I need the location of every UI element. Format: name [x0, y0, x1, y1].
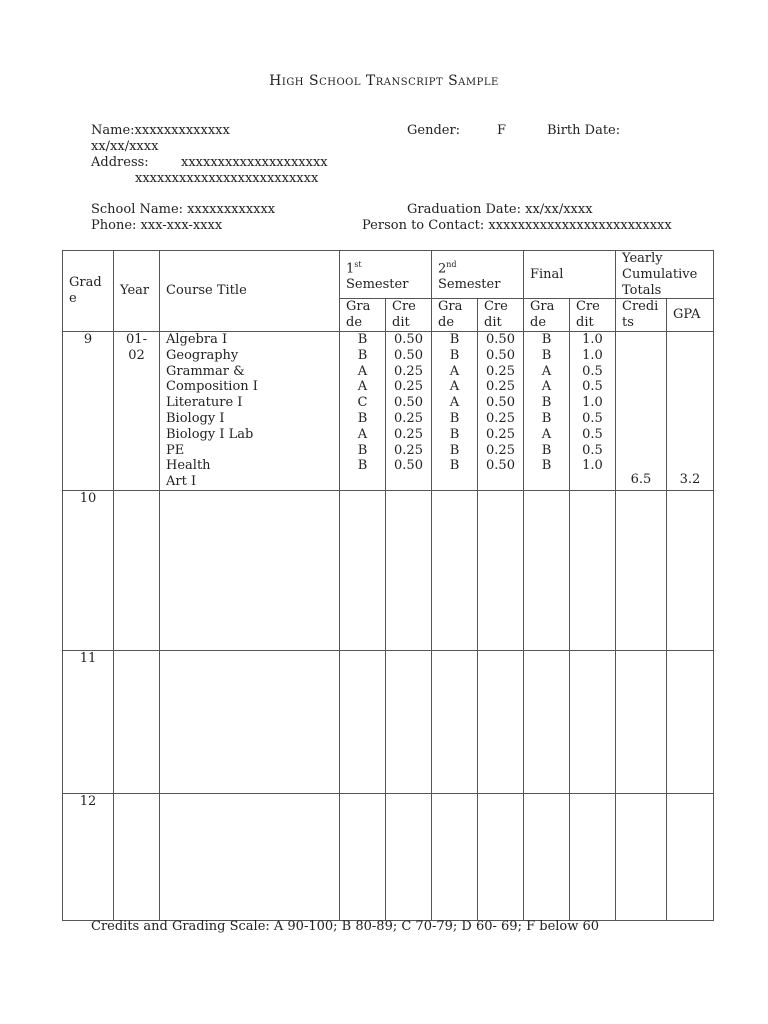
phone: Phone: xxx-xxx-xxxx [91, 218, 223, 233]
final-credit: 1.0 [582, 458, 603, 474]
course-title: Algebra I [166, 331, 228, 347]
grade-9-sem2-grades [432, 331, 478, 490]
sem1-grade-header: Gra de [340, 299, 386, 332]
sem1-grade: B [357, 442, 368, 458]
grade-9-sem1-grades [340, 331, 386, 490]
sem2-credit: 0.25 [486, 363, 515, 379]
empty-cell [386, 650, 432, 793]
final-grade-header: Gra de [524, 299, 570, 332]
grade-9-final-grades [524, 331, 570, 490]
empty-cell [160, 490, 340, 650]
final-grade: A [541, 363, 552, 379]
empty-cell [432, 650, 478, 793]
empty-cell [524, 490, 570, 650]
empty-cell [386, 793, 432, 920]
address-line-2: xxxxxxxxxxxxxxxxxxxxxxxxx [135, 171, 319, 186]
sem1-grade: B [357, 347, 368, 363]
empty-cell [340, 490, 386, 650]
gender-label: Gender: [407, 123, 461, 138]
header-row [63, 251, 714, 299]
credits-header: Credi ts [616, 299, 667, 332]
empty-cell [524, 793, 570, 920]
address-line-1: xxxxxxxxxxxxxxxxxxxx [181, 155, 328, 170]
year-header: Year [114, 251, 160, 332]
document-title: High School Transcript Sample [269, 73, 499, 89]
gpa-header: GPA [667, 299, 714, 332]
grade-9-gpa: 3.2 [667, 331, 714, 490]
sem1-credit: 0.50 [394, 331, 423, 347]
grading-scale-footer: Credits and Grading Scale: A 90-100; B 80-89; C 70-79; D 60- 69; F below 60 [91, 919, 600, 934]
course-title-header: Course Title [160, 251, 340, 332]
final-grade: A [541, 426, 552, 442]
sem1-credit: 0.25 [394, 442, 423, 458]
grade-12-row [63, 793, 714, 920]
empty-cell [616, 793, 667, 920]
transcript-table [62, 250, 714, 921]
person-to-contact: Person to Contact: xxxxxxxxxxxxxxxxxxxxxxxxx [362, 218, 672, 233]
birth-date-value: xx/xx/xxxx [91, 139, 159, 154]
sem1-credit: 0.25 [394, 363, 423, 379]
empty-cell [478, 793, 524, 920]
empty-cell [478, 650, 524, 793]
sem1-credit: 0.50 [394, 395, 423, 411]
sem2-credit-header: Cre dit [478, 299, 524, 332]
final-credit: 1.0 [582, 347, 603, 363]
grade-9-courses [160, 331, 340, 490]
empty-cell [160, 650, 340, 793]
grade-9-row [63, 331, 714, 490]
empty-cell [340, 650, 386, 793]
graduation-date: Graduation Date: xx/xx/xxxx [407, 202, 593, 217]
sem1-grade: B [357, 410, 368, 426]
final-grade: B [541, 442, 552, 458]
grade-header: Grad e [63, 251, 114, 332]
final-grade: A [541, 379, 552, 395]
empty-cell [570, 793, 616, 920]
grade-12-label: 12 [63, 793, 114, 920]
empty-cell [160, 793, 340, 920]
grade-10-label: 10 [63, 490, 114, 650]
empty-cell [667, 793, 714, 920]
sem2-grade: A [449, 379, 460, 395]
sem1-grade: B [357, 331, 368, 347]
course-title: Biology I Lab [166, 426, 254, 442]
final-credit: 1.0 [582, 395, 603, 411]
sem1-credit: 0.25 [394, 426, 423, 442]
grade-9-sem2-credits [478, 331, 524, 490]
empty-cell [114, 490, 160, 650]
course-title: Composition I [166, 379, 258, 395]
sem1-grade: A [357, 363, 368, 379]
empty-cell [570, 490, 616, 650]
sem1-grade: A [357, 426, 368, 442]
empty-cell [114, 650, 160, 793]
sem2-grade: B [449, 442, 460, 458]
grade-9-year: 01-02 [114, 331, 160, 490]
sem1-grade: A [357, 379, 368, 395]
final-credit: 0.5 [582, 363, 603, 379]
student-name: Name:xxxxxxxxxxxxx [91, 123, 230, 138]
sem1-credit: 0.25 [394, 379, 423, 395]
sem2-credit: 0.25 [486, 410, 515, 426]
final-credit-header: Cre dit [570, 299, 616, 332]
sem2-credit: 0.50 [486, 347, 515, 363]
final-grade: B [541, 347, 552, 363]
course-title: Biology I [166, 410, 225, 426]
sem2-credit: 0.50 [486, 331, 515, 347]
sem2-grade: B [449, 410, 460, 426]
sem2-grade: B [449, 426, 460, 442]
sem2-credit: 0.25 [486, 426, 515, 442]
empty-cell [524, 650, 570, 793]
sem2-credit: 0.50 [486, 458, 515, 474]
course-title: Geography [166, 347, 239, 363]
sem2-grade-header: Gra de [432, 299, 478, 332]
grade-9-final-credits [570, 331, 616, 490]
final-grade: B [541, 458, 552, 474]
sem2-credit: 0.25 [486, 379, 515, 395]
sem1-credit: 0.50 [394, 347, 423, 363]
sem1-credit: 0.50 [394, 458, 423, 474]
grade-11-row [63, 650, 714, 793]
empty-cell [340, 793, 386, 920]
semester-2-header: 2nd Semester [432, 251, 524, 299]
empty-cell [478, 490, 524, 650]
final-credit: 0.5 [582, 379, 603, 395]
final-grade: B [541, 331, 552, 347]
sem2-grade: A [449, 363, 460, 379]
sem1-grade: C [357, 395, 368, 411]
grade-9-sem1-credits [386, 331, 432, 490]
course-title: Literature I [166, 395, 243, 411]
empty-cell [432, 793, 478, 920]
empty-cell [432, 490, 478, 650]
course-title: Grammar & [166, 363, 245, 379]
birth-date-label: Birth Date: [547, 123, 621, 138]
empty-cell [570, 650, 616, 793]
empty-cell [114, 793, 160, 920]
sem2-grade: B [449, 347, 460, 363]
course-title: PE [166, 442, 185, 458]
school-name: School Name: xxxxxxxxxxxx [91, 202, 276, 217]
gender-value: F [497, 123, 507, 138]
grade-11-label: 11 [63, 650, 114, 793]
empty-cell [667, 650, 714, 793]
final-header: Final [524, 251, 616, 299]
empty-cell [616, 650, 667, 793]
final-credit: 0.5 [582, 426, 603, 442]
grade-9-label: 9 [63, 331, 114, 490]
course-title: Art I [166, 474, 197, 490]
final-grade: B [541, 395, 552, 411]
sem1-credit-header: Cre dit [386, 299, 432, 332]
sem2-credit: 0.25 [486, 442, 515, 458]
empty-cell [616, 490, 667, 650]
sem1-credit: 0.25 [394, 410, 423, 426]
semester-1-header: 1st Semester [340, 251, 432, 299]
empty-cell [386, 490, 432, 650]
grade-10-row [63, 490, 714, 650]
yearly-totals-header: Yearly Cumulative Totals [616, 251, 714, 299]
sem2-grade: B [449, 458, 460, 474]
sem1-grade: B [357, 458, 368, 474]
course-title: Health [166, 458, 211, 474]
sem2-credit: 0.50 [486, 395, 515, 411]
sem2-grade: A [449, 395, 460, 411]
final-grade: B [541, 410, 552, 426]
empty-cell [667, 490, 714, 650]
final-credit: 0.5 [582, 410, 603, 426]
final-credit: 0.5 [582, 442, 603, 458]
sem2-grade: B [449, 331, 460, 347]
address-label: Address: [91, 155, 149, 170]
grade-9-total-credits: 6.5 [616, 331, 667, 490]
final-credit: 1.0 [582, 331, 603, 347]
